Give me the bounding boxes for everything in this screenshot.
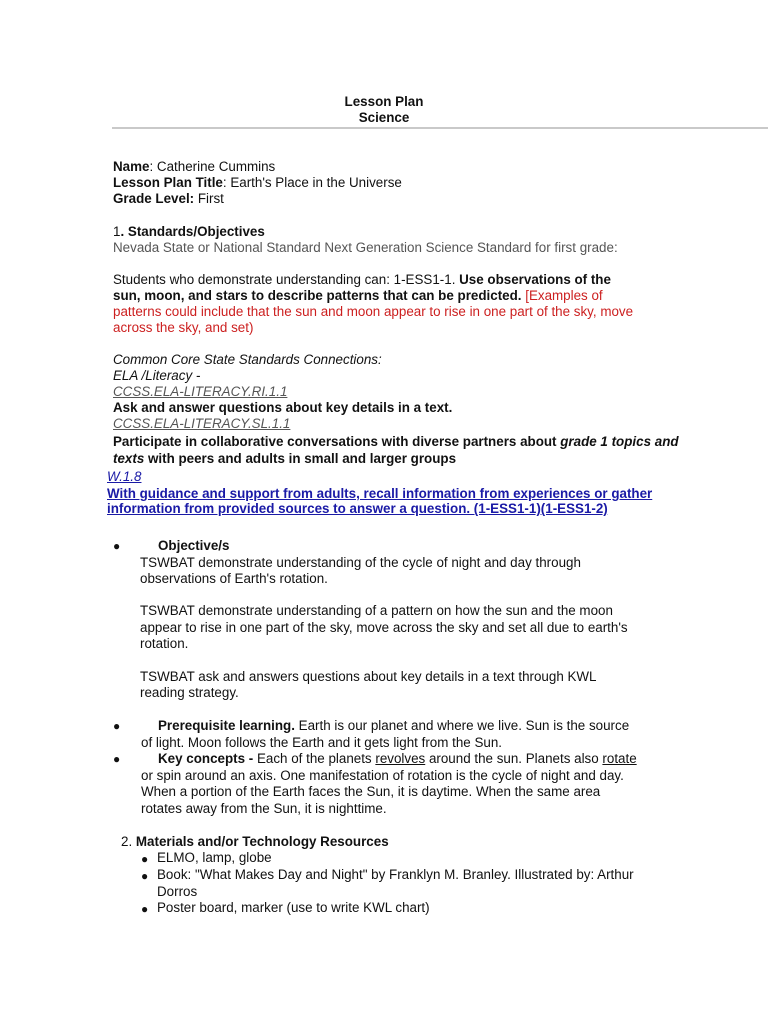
objective-2-line-3: rotation. [140, 636, 189, 651]
materials-item-2: Book: "What Makes Day and Night" by Franklyn M. Branley. Illustrated by: Arthur [157, 867, 634, 882]
key-concepts-bullet: ● [113, 752, 121, 766]
objective-1-line-2: observations of Earth's rotation. [140, 571, 328, 586]
revolves-term: revolves [375, 751, 426, 766]
objectives-heading: Objective/s [158, 538, 230, 553]
objective-3-line-1: TSWBAT ask and answers questions about key details in a text through KWL [140, 669, 597, 684]
sl-standard-link[interactable]: CCSS.ELA-LITERACY.SL.1.1 [113, 416, 291, 431]
objective-2-line-1: TSWBAT demonstrate understanding of a pattern on how the sun and the moon [140, 603, 613, 618]
sl-standard-text-1 [113, 434, 679, 450]
cc-heading: Common Core State Standards Connections: [113, 352, 382, 367]
section1-heading [113, 224, 265, 240]
standard-line: Nevada State or National Standard Next Generation Science Standard for first grade: [113, 240, 618, 255]
lesson-title-label: Lesson Plan Title [113, 175, 223, 190]
section2-title: Materials and/or Technology Resources [135, 834, 389, 849]
prerequisite-line-2: of light. Moon follows the Earth and it gets light from the Sun. [141, 735, 502, 750]
prerequisite-text-1: Earth is our planet and where we live. Sun is the source [294, 718, 630, 733]
sl-text-2a: texts [113, 451, 145, 466]
sl-text-1a: Participate in collaborative conversations with diverse partners about [113, 434, 561, 449]
key-concepts-text-1a: Each of the planets [253, 751, 376, 766]
key-concepts-label: Key concepts - [158, 751, 254, 766]
name-label: Name [113, 159, 150, 174]
name-value: : Catherine Cummins [149, 159, 276, 174]
materials-bullet-2: ● [141, 869, 149, 883]
key-concepts-line-1 [158, 751, 637, 767]
materials-item-2-cont: Dorros [157, 884, 198, 899]
students-line-1 [113, 272, 611, 288]
key-concepts-line-3: When a portion of the Earth faces the Sun, it is daytime. When the same area [141, 784, 601, 799]
prerequisite-label: Prerequisite learning. [158, 718, 295, 733]
w-standard-text-1[interactable]: With guidance and support from adults, recall information from experiences or gather [107, 486, 653, 501]
sl-standard-text-2 [113, 451, 456, 467]
materials-item-1: ELMO, lamp, globe [157, 850, 272, 865]
sl-text-2b: with peers and adults in small and larger groups [144, 451, 457, 466]
section1-number: 1 [113, 224, 121, 239]
document-title: Lesson Plan [344, 94, 424, 109]
key-concepts-text-1b: around the sun. Planets also [425, 751, 603, 766]
name-line [113, 159, 275, 175]
section2-heading [121, 834, 389, 850]
students-bold-2: sun, moon, and stars to describe patterns that can be predicted. [113, 288, 522, 303]
objectives-bullet: ● [113, 539, 121, 553]
lesson-title-line [113, 175, 402, 191]
materials-item-3: Poster board, marker (use to write KWL chart) [157, 900, 430, 915]
objective-1-line-1: TSWBAT demonstrate understanding of the cycle of night and day through [140, 555, 581, 570]
prerequisite-line-1 [158, 718, 629, 734]
examples-text-2: patterns could include that the sun and moon appear to rise in one part of the sky, move [113, 304, 634, 319]
students-prefix: Students who demonstrate understanding can: 1-ESS1-1. [113, 272, 460, 287]
key-concepts-line-4: rotates away from the Sun, it is nighttime. [141, 801, 387, 816]
materials-bullet-3: ● [141, 902, 149, 916]
examples-text-3: across the sky, and set) [113, 320, 254, 335]
grade-level-label: Grade Level: [113, 191, 195, 206]
grade-level-value: First [194, 191, 224, 206]
objective-3-line-2: reading strategy. [140, 685, 239, 700]
section2-number: 2. [121, 834, 136, 849]
section1-title: . Standards/Objectives [120, 224, 265, 239]
document-subtitle: Science [358, 110, 410, 125]
materials-bullet-1: ● [141, 852, 149, 866]
title-divider [112, 127, 768, 129]
ela-label: ELA /Literacy - [113, 368, 201, 383]
w-standard-link[interactable]: W.1.8 [107, 469, 142, 484]
examples-text-1: [Examples of [521, 288, 603, 303]
rotate-term: rotate [602, 751, 637, 766]
lesson-title-value: : Earth's Place in the Universe [222, 175, 402, 190]
ri-standard-text: Ask and answer questions about key details in a text. [113, 400, 453, 415]
ri-standard-link[interactable]: CCSS.ELA-LITERACY.RI.1.1 [113, 384, 288, 399]
sl-text-1b: grade 1 topics and [560, 434, 679, 449]
objective-2-line-2: appear to rise in one part of the sky, move across the sky and set all due to earth's [140, 620, 628, 635]
prerequisite-bullet: ● [113, 719, 121, 733]
grade-level-line [113, 191, 224, 207]
key-concepts-line-2: or spin around an axis. One manifestation of rotation is the cycle of night and day. [141, 768, 624, 783]
w-standard-text-2[interactable]: information from provided sources to answer a question. (1-ESS1-1)(1-ESS1-2) [107, 501, 608, 516]
students-line-2 [113, 288, 603, 304]
students-bold-1: Use observations of the [459, 272, 611, 287]
